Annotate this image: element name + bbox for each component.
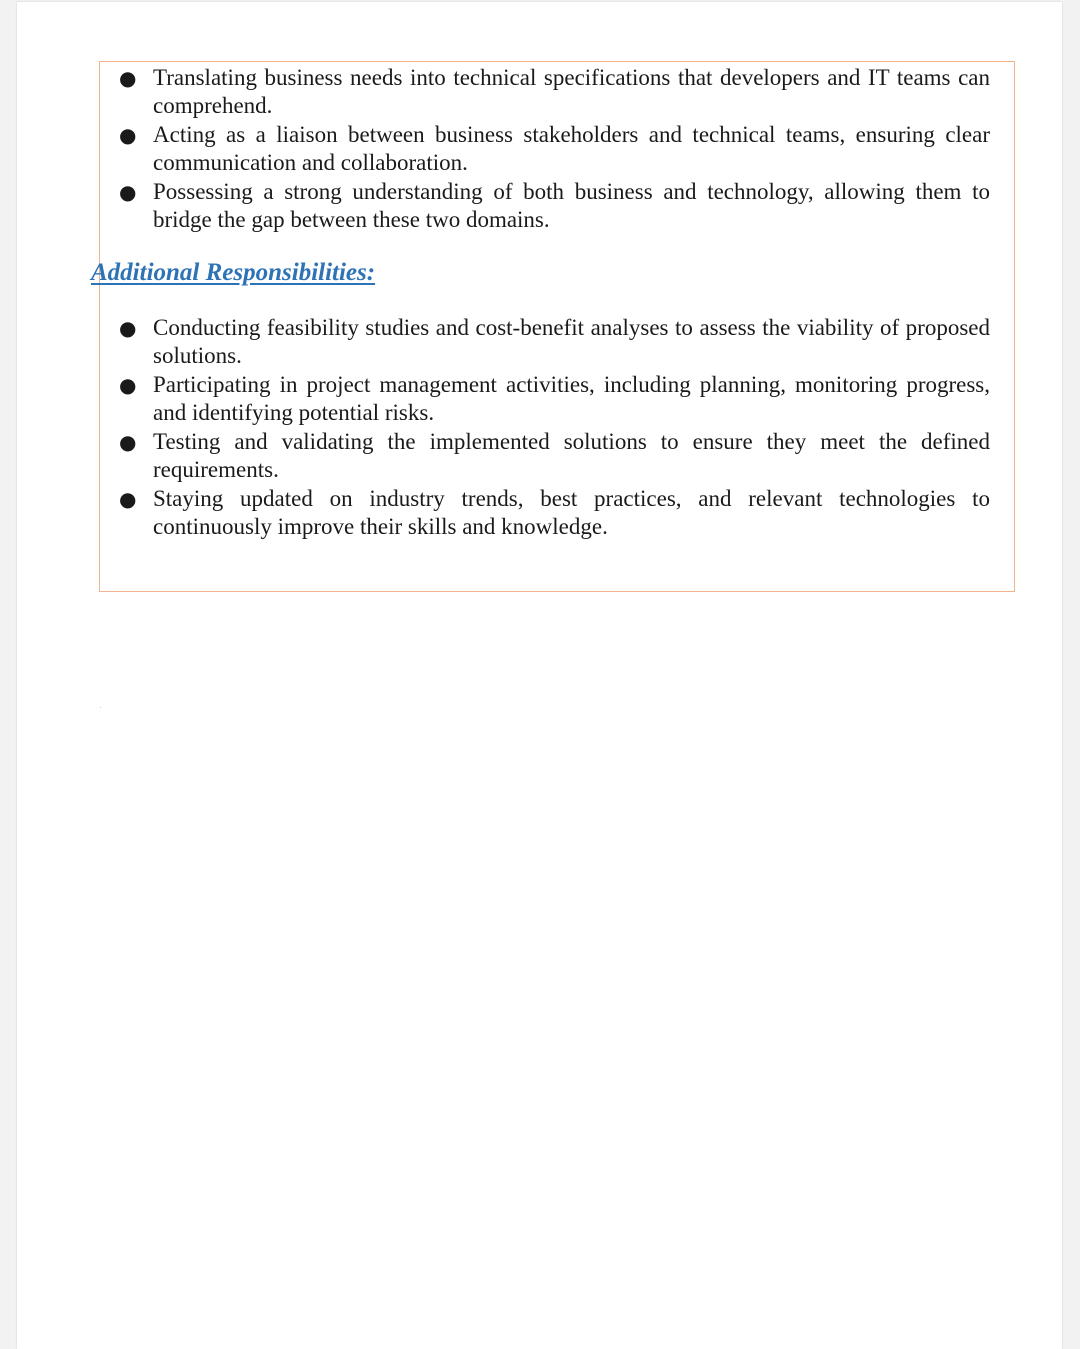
list-item-text: Testing and validating the implemented solutions to ensure they meet the defined requirements.: [153, 429, 990, 482]
bullet-icon: ●: [119, 373, 137, 397]
page-speck: [100, 707, 101, 708]
list-item-text: Translating business needs into technical specifications that developers and IT teams can comprehend.: [153, 65, 990, 118]
list-item: [119, 64, 990, 120]
intro-bullet-list: [119, 64, 990, 235]
list-item: [119, 485, 990, 541]
list-item-text: Conducting feasibility studies and cost-benefit analyses to assess the viability of proposed solutions.: [153, 315, 990, 368]
bullet-icon: ●: [119, 430, 137, 454]
bullet-icon: ●: [119, 180, 137, 204]
bullet-icon: ●: [119, 66, 137, 90]
section-heading: Additional Responsibilities:: [91, 259, 376, 286]
additional-responsibilities-list: [119, 314, 990, 542]
list-item-text: Participating in project management activities, including planning, monitoring progress, and identifying potential risks.: [153, 372, 990, 425]
list-item-text: Staying updated on industry trends, best practices, and relevant technologies to continuously improve their skills and knowledge.: [153, 486, 990, 539]
bullet-icon: ●: [119, 316, 137, 340]
list-item: [119, 121, 990, 177]
list-item: [119, 314, 990, 370]
list-item: [119, 428, 990, 484]
list-item: [119, 178, 990, 234]
list-item-text: Acting as a liaison between business stakeholders and technical teams, ensuring clear communication and collaboration.: [153, 122, 990, 175]
bullet-icon: ●: [119, 123, 137, 147]
list-item-text: Possessing a strong understanding of both business and technology, allowing them to bridge the gap between these two domains.: [153, 179, 990, 232]
bullet-icon: ●: [119, 487, 137, 511]
list-item: [119, 371, 990, 427]
